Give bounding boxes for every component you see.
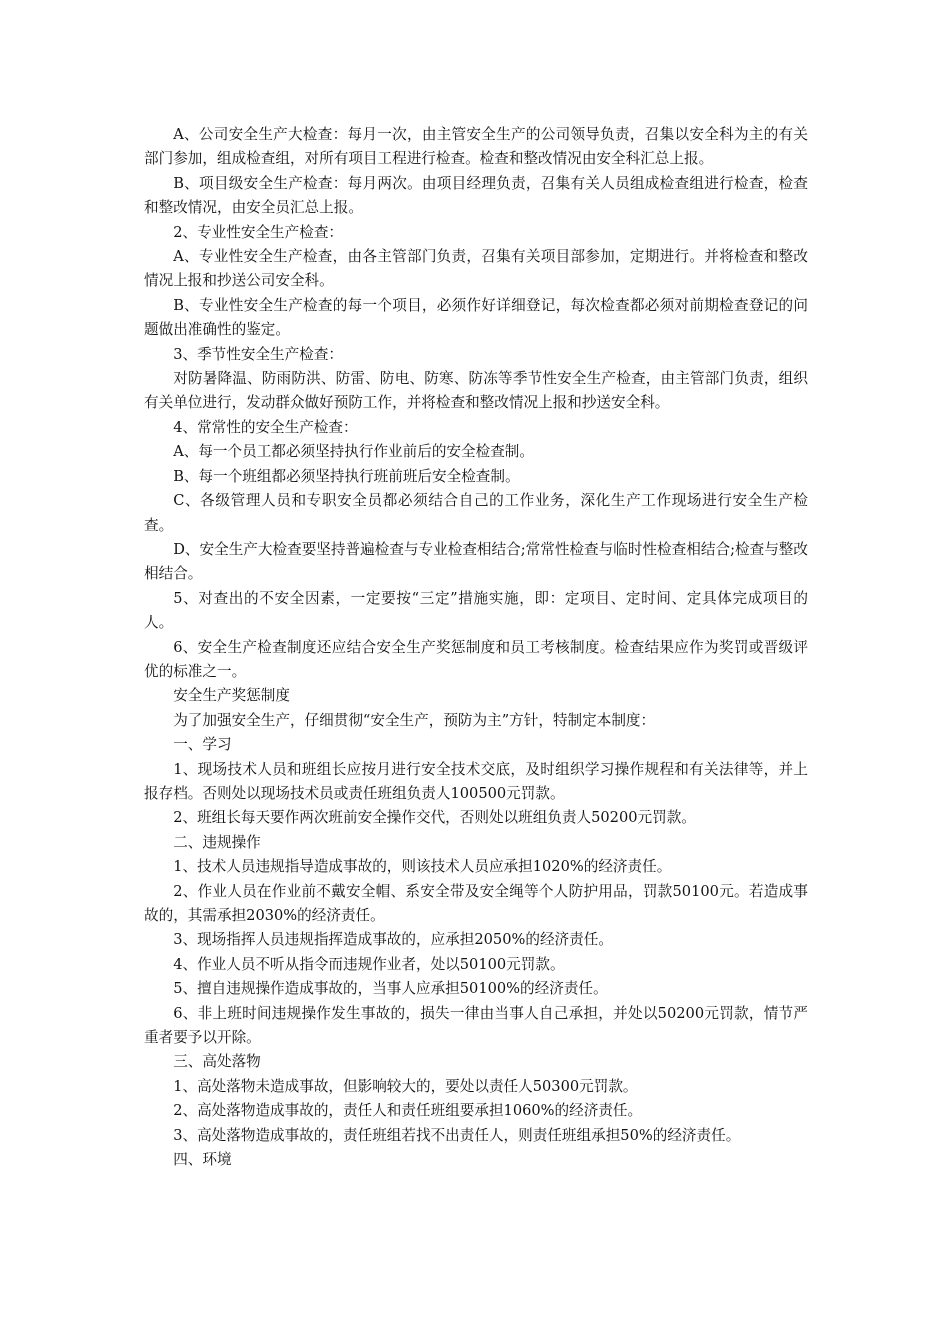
paragraph: B、项目级安全生产检查：每月两次。由项目经理负责，召集有关人员组成检查组进行检查，检查和整改情况，由安全员汇总上报。 xyxy=(144,174,808,217)
paragraph: 6、非上班时间违规操作发生事故的，损失一律由当事人自己承担，并处以50200元罚款，情节严重者要予以开除。 xyxy=(144,1004,808,1047)
paragraph: 2、作业人员在作业前不戴安全帽、系安全带及安全绳等个人防护用品，罚款50100元。若造成事故的，其需承担2030%的经济责任。 xyxy=(144,882,808,924)
paragraph: 6、安全生产检查制度还应结合安全生产奖惩制度和员工考核制度。检查结果应作为奖罚或晋级评优的标准之一。 xyxy=(144,638,808,680)
section-heading: 一、学习 xyxy=(173,736,232,754)
paragraph: B、专业性安全生产检查的每一个项目，必须作好详细登记，每次检查都必须对前期检查登记的问题做出准确性的鉴定。 xyxy=(144,296,808,339)
section-heading: 2、专业性安全生产检查： xyxy=(173,223,344,241)
paragraph: 1、高处落物未造成事故，但影响较大的，要处以责任人50300元罚款。 xyxy=(173,1077,638,1095)
paragraph: A、专业性安全生产检查，由各主管部门负责，召集有关项目部参加，定期进行。并将检查和整改情况上报和抄送公司安全科。 xyxy=(144,248,808,290)
paragraph: 4、作业人员不听从指令而违规作业者，处以50100元罚款。 xyxy=(173,955,565,973)
paragraph: C、各级管理人员和专职安全员都必须结合自己的工作业务，深化生产工作现场进行安全生产检查。 xyxy=(144,492,808,534)
paragraph: 为了加强安全生产，仔细贯彻“安全生产，预防为主”方针，特制定本制度： xyxy=(173,711,656,729)
paragraph: 3、高处落物造成事故的，责任班组若找不出责任人，则责任班组承担50%的经济责任。 xyxy=(173,1126,741,1144)
paragraph: 对防暑降温、防雨防洪、防雷、防电、防寒、防冻等季节性安全生产检查，由主管部门负责，组织有关单位进行，发动群众做好预防工作，并将检查和整改情况上报和抄送安全科。 xyxy=(144,370,808,412)
paragraph: A、公司安全生产大检查：每月一次，由主管安全生产的公司领导负责，召集以安全科为主的有关部门参加，组成检查组，对所有项目工程进行检查。检查和整改情况由安全科汇总上报。 xyxy=(144,126,808,168)
paragraph: 5、对查出的不安全因素，一定要按“三定”措施实施，即：定项目、定时间、定具体完成项目的人。 xyxy=(144,589,808,632)
section-heading: 三、高处落物 xyxy=(173,1053,261,1071)
document-page xyxy=(144,123,808,1172)
section-heading: 二、违规操作 xyxy=(173,833,261,851)
section-heading: 4、常常性的安全生产检查： xyxy=(173,418,358,436)
paragraph: 2、高处落物造成事故的，责任人和责任班组要承担1060%的经济责任。 xyxy=(173,1102,643,1120)
section-heading: 3、季节性安全生产检查： xyxy=(173,345,344,363)
paragraph: 2、班组长每天要作两次班前安全操作交代，否则处以班组负责人50200元罚款。 xyxy=(173,809,696,827)
paragraph: D、安全生产大检查要坚持普遍检查与专业检查相结合;常常性检查与临时性检查相结合;检查与整改相结合。 xyxy=(144,540,808,583)
paragraph: A、每一个员工都必须坚持执行作业前后的安全检查制。 xyxy=(173,443,534,461)
section-heading: 四、环境 xyxy=(173,1151,232,1169)
document-title: 安全生产奖惩制度 xyxy=(173,687,290,705)
paragraph: 5、擅自违规操作造成事故的，当事人应承担50100%的经济责任。 xyxy=(173,980,608,998)
paragraph: 1、技术人员违规指导造成事故的，则该技术人员应承担1020%的经济责任。 xyxy=(173,858,672,876)
paragraph: 3、现场指挥人员违规指挥造成事故的，应承担2050%的经济责任。 xyxy=(173,931,613,949)
paragraph: B、每一个班组都必须坚持执行班前班后安全检查制。 xyxy=(173,467,520,485)
paragraph: 1、现场技术人员和班组长应按月进行安全技术交底，及时组织学习操作规程和有关法律等，并上报存档。否则处以现场技术员或责任班组负责人100500元罚款。 xyxy=(144,760,808,802)
